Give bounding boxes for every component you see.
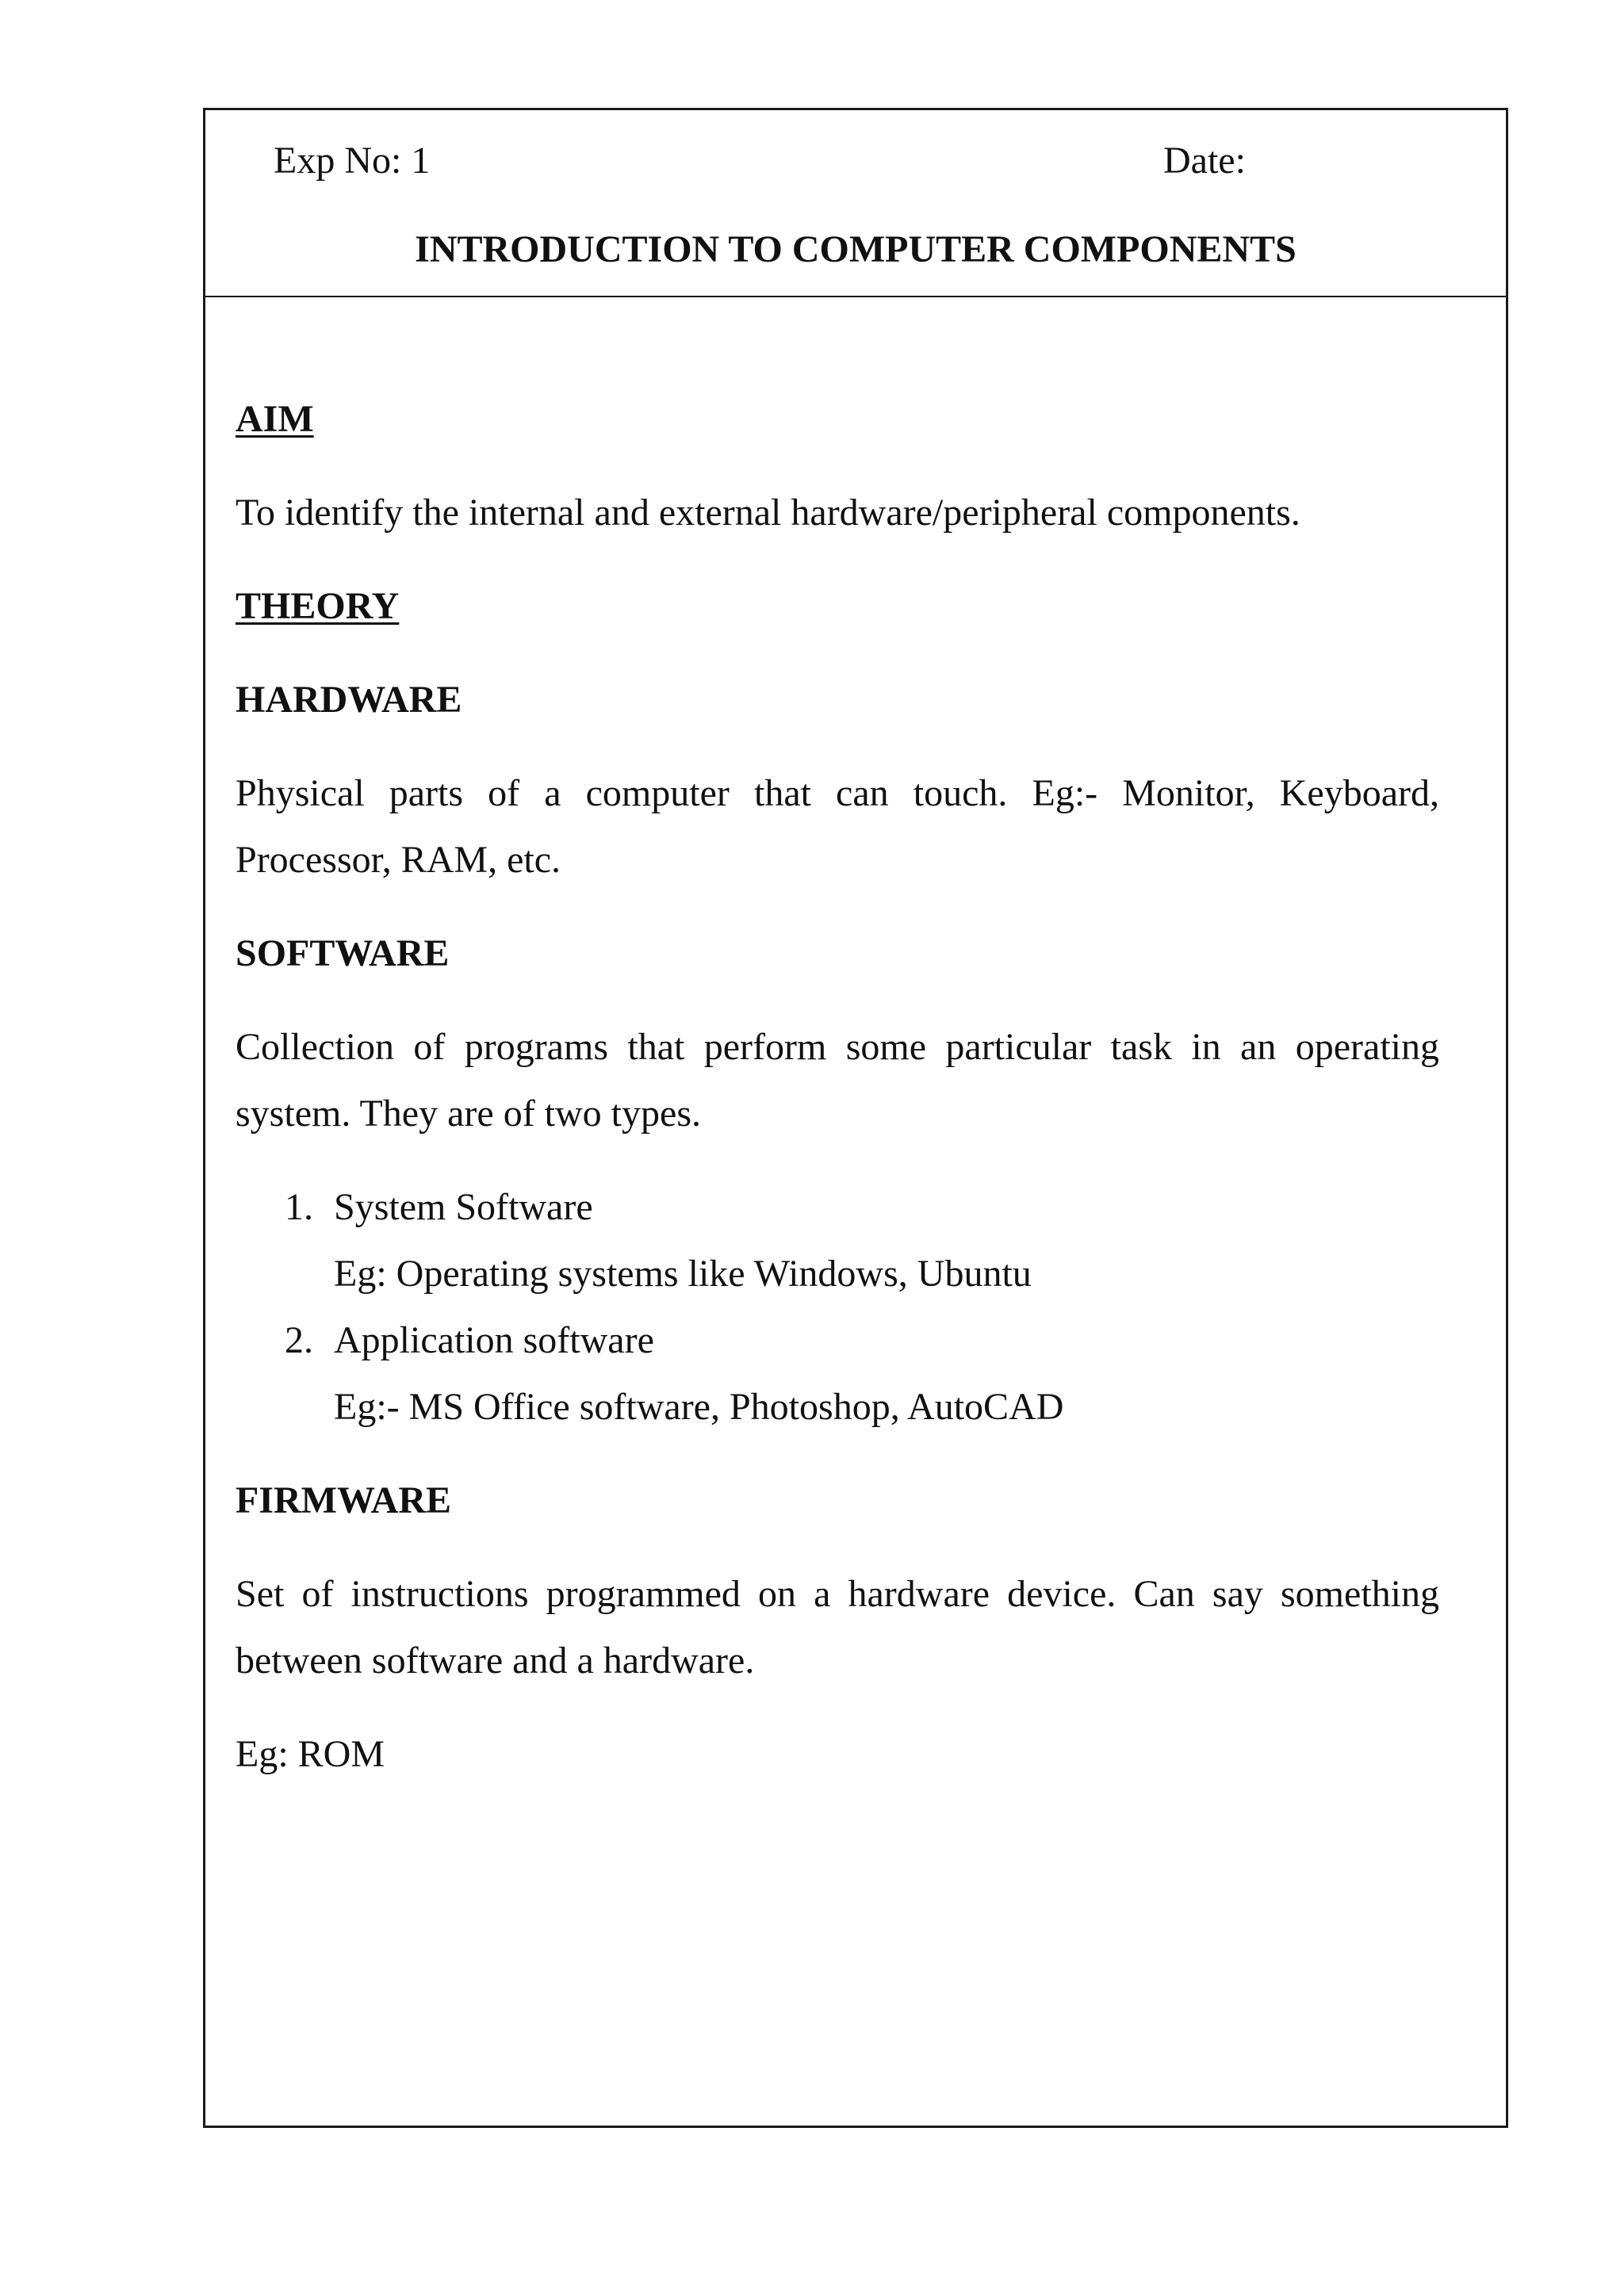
software-type-example: Eg:- MS Office software, Photoshop, AutoCAD (334, 1386, 1064, 1428)
list-item (236, 1307, 1439, 1374)
list-item-example (236, 1374, 1439, 1441)
theory-heading: THEORY (236, 585, 400, 627)
firmware-text: Set of instructions programmed on a hardware device. Can say something between software and a hardware. (236, 1573, 1439, 1682)
aim-text: To identify the internal and external hardware/peripheral components. (236, 492, 1300, 534)
hardware-text: Physical parts of a computer that can touch. Eg:- Monitor, Keyboard, Processor, RAM, etc. (236, 772, 1439, 881)
software-text: Collection of programs that perform some particular task in an operating system. They are of two types. (236, 1026, 1439, 1135)
list-number: 2. (285, 1319, 313, 1361)
document-body (236, 386, 1439, 1788)
list-item-example (236, 1241, 1439, 1307)
date-label: Date: (1163, 140, 1246, 182)
firmware-heading: FIRMWARE (236, 1479, 451, 1521)
header-divider (205, 296, 1506, 297)
list-number: 1. (285, 1186, 313, 1228)
software-type-name: System Software (334, 1186, 593, 1228)
software-heading: SOFTWARE (236, 932, 450, 974)
exp-number: Exp No: 1 (274, 140, 431, 182)
software-type-name: Application software (334, 1319, 654, 1361)
document-title: INTRODUCTION TO COMPUTER COMPONENTS (415, 228, 1297, 270)
list-item (236, 1174, 1439, 1241)
hardware-heading: HARDWARE (236, 679, 462, 721)
document-frame (203, 108, 1508, 2128)
software-types-list (236, 1174, 1439, 1441)
aim-heading: AIM (236, 398, 314, 440)
software-type-example: Eg: Operating systems like Windows, Ubuntu (334, 1253, 1032, 1295)
firmware-example: Eg: ROM (236, 1733, 385, 1775)
